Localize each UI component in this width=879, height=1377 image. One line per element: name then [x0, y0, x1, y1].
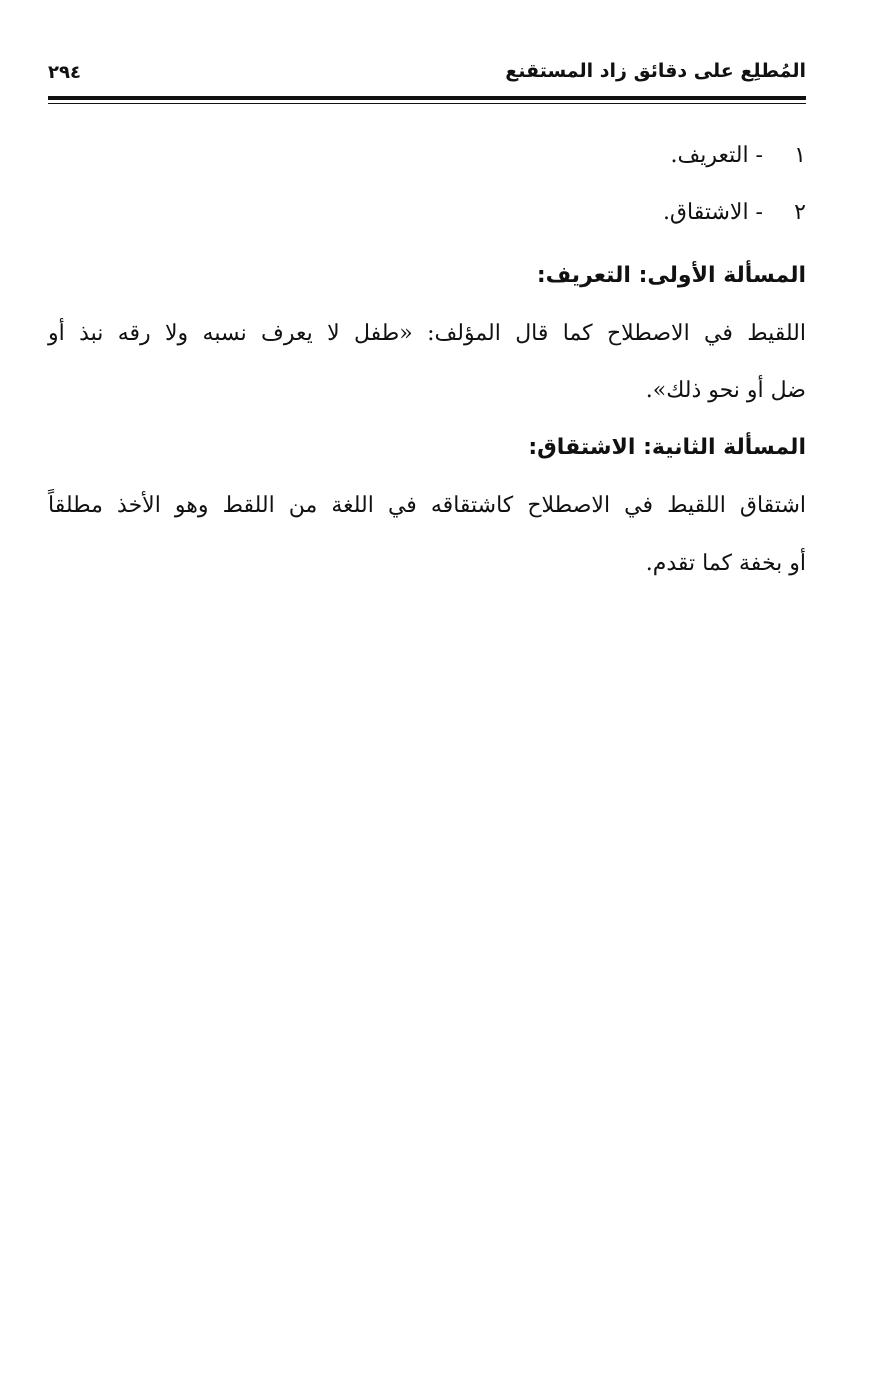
paragraph-line: اشتقاق اللقيط في الاصطلاح كاشتقاقه في اللغة من اللقط وهو الأخذ مطلقاً: [48, 493, 806, 518]
list-item-text: - الاشتقاق.: [662, 200, 763, 225]
list-item: [663, 199, 806, 228]
page-number: ٢٩٤: [48, 62, 81, 83]
list-item: [670, 142, 806, 171]
header-rule-thin: [48, 103, 806, 104]
paragraph-line: أو بخفة كما تقدم.: [645, 551, 806, 576]
list-item-number: ١: [794, 143, 806, 168]
list-item-number: ٢: [794, 200, 806, 225]
section-heading-definition: المسألة الأولى: التعريف:: [536, 263, 806, 288]
section-heading-derivation: المسألة الثانية: الاشتقاق:: [528, 435, 806, 460]
running-title: المُطلِع على دقائق زاد المستقنع: [505, 60, 806, 82]
paragraph-line: اللقيط في الاصطلاح كما قال المؤلف: «طفل لا يعرف نسبه ولا رقه نبذ أو: [48, 321, 806, 346]
paragraph-line: ضل أو نحو ذلك».: [645, 378, 806, 403]
header-rule-thick: [48, 96, 806, 100]
list-item-text: - التعريف.: [670, 143, 763, 168]
page-header: [48, 58, 806, 98]
